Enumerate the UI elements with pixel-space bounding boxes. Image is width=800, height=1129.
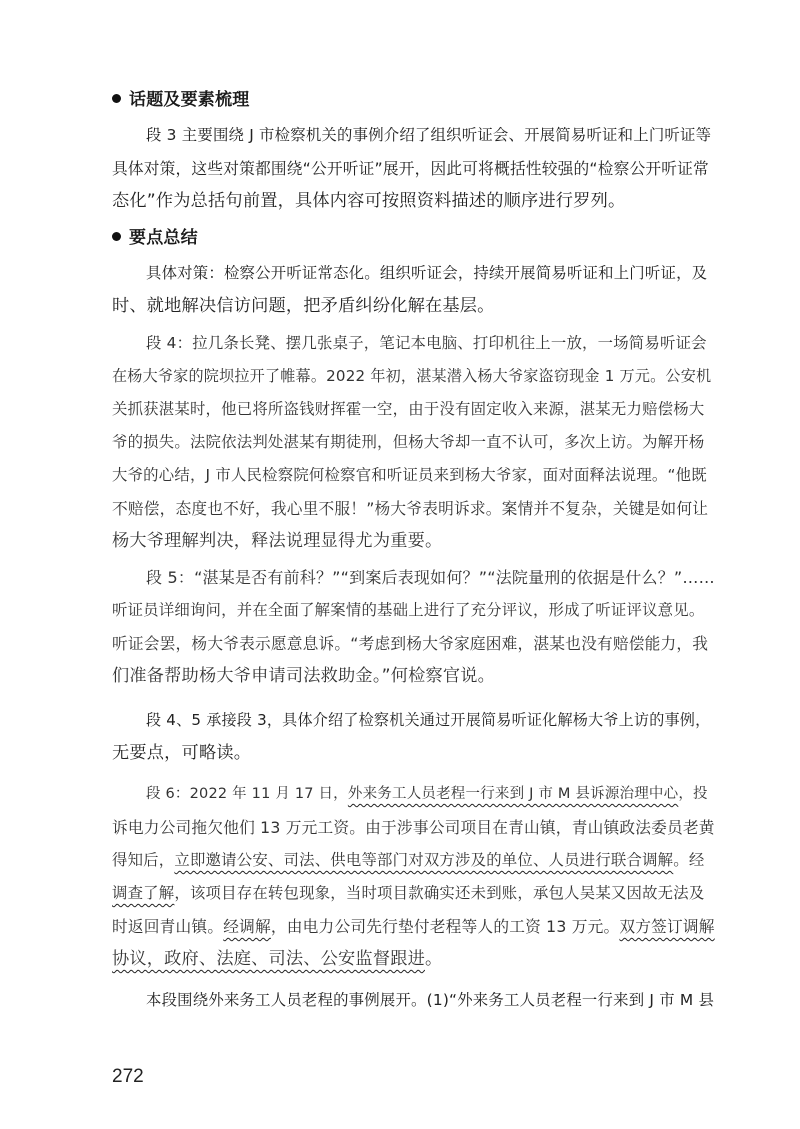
para5-line: 们准备帮助杨大爷申请司法救助金。”何检察官说。 bbox=[112, 666, 496, 686]
summary-heading-text: 要点总结 bbox=[129, 228, 198, 248]
para6-text: ，由电力公司先行垫付老程等人的工资 13 万元。 bbox=[270, 917, 620, 936]
para4 bbox=[112, 327, 714, 558]
para4-line: 大爷的心结，J 市人民检察院何检察官和听证员来到杨大爷家，面对面释法说理。“他既 bbox=[112, 466, 707, 484]
para5-line: 听证会罢，杨大爷表示愿意息诉。“考虑到杨大爷家庭困难，湛某也没有赔偿能力，我 bbox=[112, 634, 709, 653]
para6-text: 。经 bbox=[673, 851, 705, 869]
para6-text: 得知后， bbox=[112, 851, 175, 869]
summary-section bbox=[112, 222, 714, 255]
para6-key-point: 调查了解 bbox=[112, 884, 175, 902]
bullet-icon bbox=[112, 232, 121, 241]
para4-line: 爷的损失。法院依法判处湛某有期徒刑，但杨大爷却一直不认可，多次上访。为解开杨 bbox=[112, 433, 705, 451]
para4-line: 段 4：拉几条长凳、摆几张桌子，笔记本电脑、打印机往上一放，一场简易听证会 bbox=[146, 334, 707, 352]
para6-line bbox=[112, 877, 714, 910]
para5 bbox=[112, 561, 714, 693]
para3-analysis-line: 态化”作为总括句前置，具体内容可按照资料描述的顺序进行罗列。 bbox=[112, 191, 626, 211]
summary-line: 时、就地解决信访问题，把矛盾纠纷化解在基层。 bbox=[112, 296, 495, 316]
para6-key-point: 协议，政府、法庭、司法、公安监督跟进 bbox=[112, 949, 425, 969]
para6-text: ，该项目存在转包现象，当时项目款确实还未到账，承包人吴某又因故无法及 bbox=[174, 884, 705, 902]
para6-analysis bbox=[112, 984, 714, 1017]
para3-analysis bbox=[112, 119, 714, 218]
para3-analysis-line: 段 3 主要围绕 J 市检察机关的事例介绍了组织听证会、开展简易听证和上门听证等 bbox=[146, 126, 712, 144]
topic-section bbox=[112, 84, 714, 117]
para4-line: 在杨大爷家的院坝拉开了帷幕。2022 年初，湛某潜入杨大爷家盗窃现金 1 万元。公安机 bbox=[112, 367, 712, 385]
summary-heading bbox=[112, 222, 714, 255]
para45-analysis bbox=[112, 704, 714, 770]
page-number: 272 bbox=[112, 1066, 144, 1087]
summary-line: 具体对策：检察公开听证常态化。组织听证会，持续开展简易听证和上门听证，及 bbox=[146, 264, 708, 282]
para6-key-point: 双方签订调解 bbox=[619, 917, 715, 936]
para6-text: 段 6：2022 年 11 月 17 日， bbox=[146, 786, 348, 802]
para6-key-point: 立即邀请公安、司法、供电等部门对双方涉及的单位、人员进行联合调解 bbox=[174, 851, 674, 869]
para6-text: 时返回青山镇。 bbox=[112, 917, 224, 936]
topic-heading bbox=[112, 84, 714, 117]
para45-analysis-line: 段 4、5 承接段 3，具体介绍了检察机关通过开展简易听证化解杨大爷上访的事例， bbox=[146, 711, 711, 729]
bullet-icon bbox=[112, 94, 121, 103]
para6-line bbox=[112, 910, 714, 943]
para5-line: 听证员详细询问，并在全面了解案情的基础上进行了充分评议，形成了听证评议意见。 bbox=[112, 601, 705, 619]
para6-line bbox=[112, 778, 714, 811]
para4-line: 杨大爷理解判决，释法说理显得尤为重要。 bbox=[112, 531, 443, 551]
para6-key-point: 经调解 bbox=[223, 917, 271, 936]
summary-content bbox=[112, 257, 714, 323]
para6-line: 诉电力公司拖欠他们 13 万元工资。由于涉事公司项目在青山镇，青山镇政法委员老黄 bbox=[112, 818, 715, 837]
para6-text: ，投 bbox=[678, 786, 708, 802]
para6-line bbox=[112, 844, 714, 877]
para6-key-point: 外来务工人员老程一行来到 J 市 M 县诉源治理中心 bbox=[347, 786, 679, 802]
para45-analysis-line: 无要点，可略读。 bbox=[112, 743, 252, 763]
para4-line: 不赔偿，态度也不好，我心里不服！”杨大爷表明诉求。案情并不复杂，关键是如何让 bbox=[112, 499, 709, 518]
para5-line: 段 5：“湛某是否有前科？”“到案后表现如何？”“法院量刑的依据是什么？”…… bbox=[146, 568, 715, 587]
para3-analysis-line: 具体对策，这些对策都围绕“公开听证”展开，因此可将概括性较强的“检察公开听证常 bbox=[112, 159, 709, 178]
para4-line: 关抓获湛某时，他已将所盗钱财挥霍一空，由于没有固定收入来源，湛某无力赔偿杨大 bbox=[112, 400, 705, 418]
para6-analysis-line: 本段围绕外来务工人员老程的事例展开。(1)“外来务工人员老程一行来到 J 市 M 县 bbox=[146, 991, 715, 1009]
para6-line bbox=[112, 943, 714, 976]
para6 bbox=[112, 778, 714, 976]
topic-heading-text: 话题及要素梳理 bbox=[129, 90, 250, 110]
para6-text: 。 bbox=[424, 949, 443, 969]
